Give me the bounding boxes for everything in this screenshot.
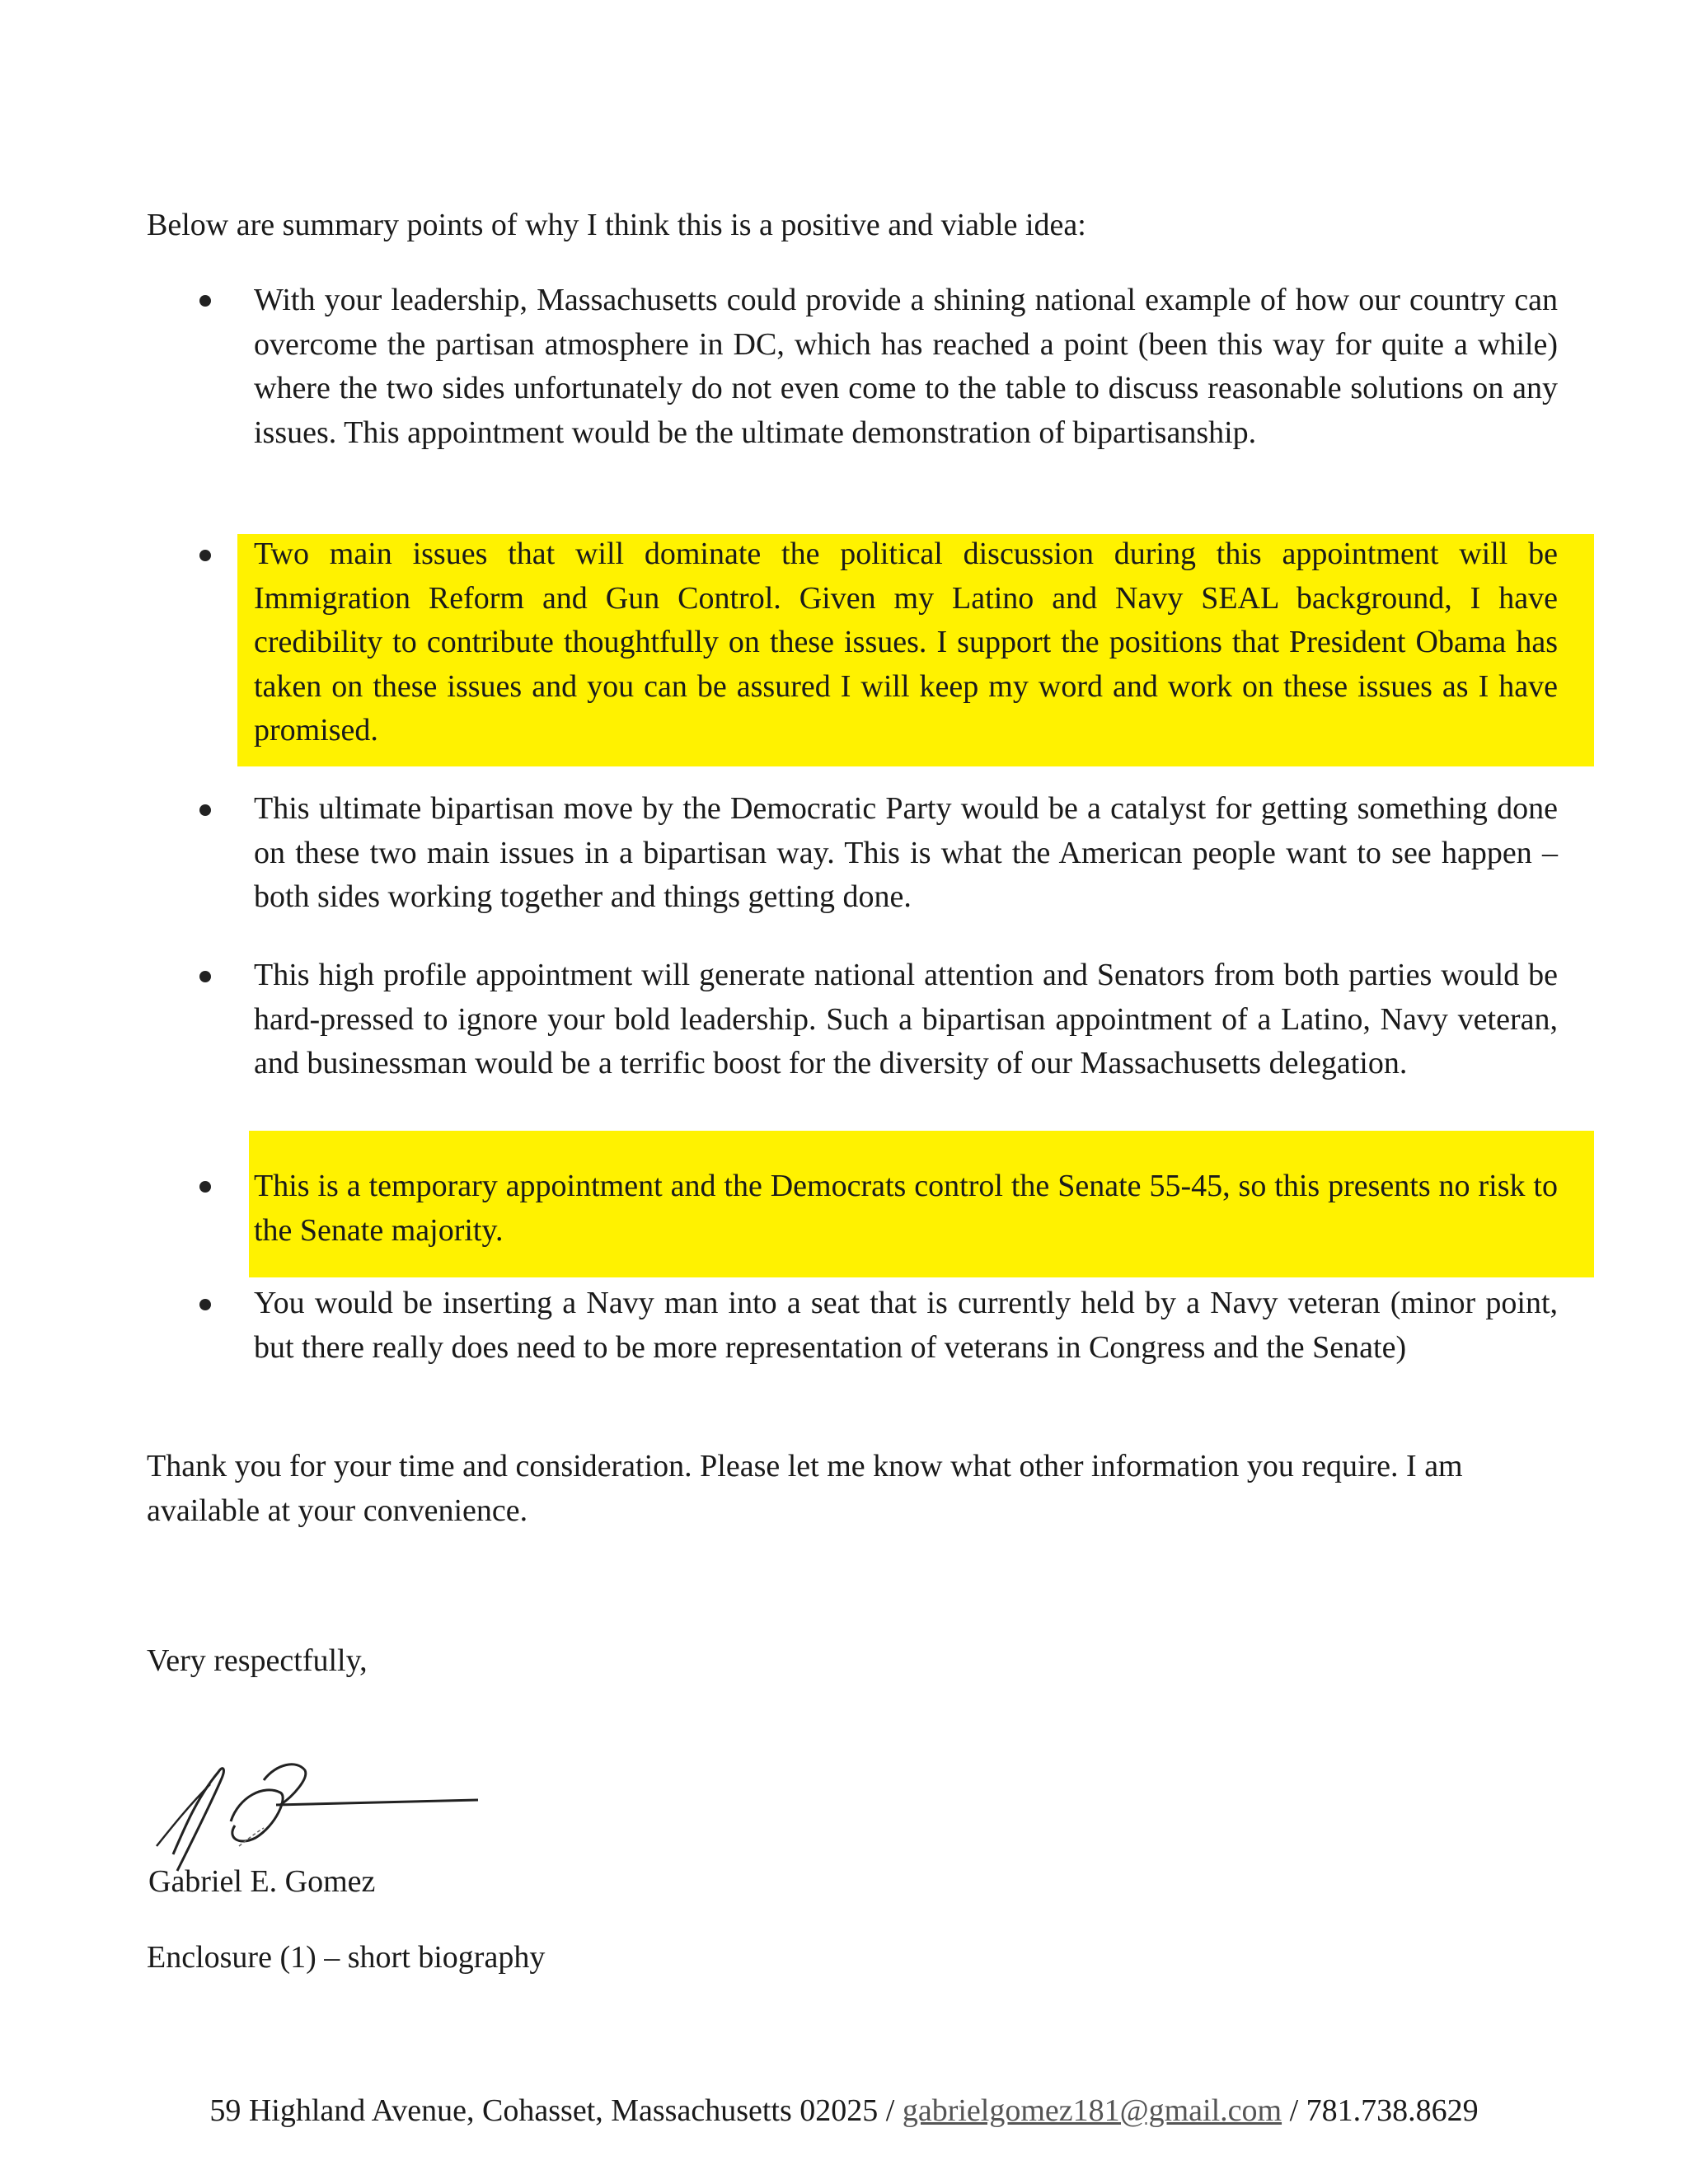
footer-email-link[interactable]: gabrielgomez181@gmail.com bbox=[902, 2093, 1282, 2128]
valediction: Very respectfully, bbox=[147, 1643, 368, 1678]
bullet-text: With your leadership, Massachusetts could provide a shining national example of how our country can overcome the partisan atmosphere in DC, which has reached a point (been this way for quite a while) where the two sides unfortunately do not even come to the table to discuss reasonable solutions on any issues. This appointment would be the ultimate demonstration of bipartisanship. bbox=[254, 283, 1558, 450]
bullet-text: Two main issues that will dominate the political discussion during this appointment will be Immigration Reform and Gun Control. Given my Latino and Navy SEAL background, I have credibility to contribute thoughtfully on these issues. I support the positions that President Obama has taken on these issues and you can be assured I will keep my word and work on these issues as I have promised. bbox=[254, 537, 1558, 748]
letterhead-footer bbox=[0, 2088, 1688, 2133]
bullet-text: This ultimate bipartisan move by the Democratic Party would be a catalyst for getting something done on these two main issues in a bipartisan way. This is what the American people want to see happen – both sides working together and things getting done. bbox=[254, 791, 1558, 914]
bullet-text: This is a temporary appointment and the Democrats control the Senate 55-45, so this presents no risk to the Senate majority. bbox=[254, 1169, 1558, 1248]
closing-paragraph: Thank you for your time and consideration. Please let me know what other information you require. I am available at your convenience. bbox=[147, 1449, 1463, 1528]
bullet-text: You would be inserting a Navy man into a seat that is currently held by a Navy veteran (minor point, but there really does need to be more representation of veterans in Congress and the Senate) bbox=[254, 1286, 1558, 1365]
signer-name: Gabriel E. Gomez bbox=[148, 1864, 376, 1899]
bullet-dot bbox=[199, 971, 211, 982]
footer-address: 59 Highland Avenue, Cohasset, Massachusetts 02025 / bbox=[209, 2093, 903, 2128]
bullet-dot bbox=[199, 1181, 211, 1193]
bullet-dot bbox=[199, 295, 211, 307]
footer-phone: / 781.738.8629 bbox=[1282, 2093, 1479, 2128]
bullet-text: This high profile appointment will generate national attention and Senators from both parties would be hard-pressed to ignore your bold leadership. Such a bipartisan appointment of a Latino, Navy veteran, and businessman would be a terrific boost for the diversity of our Massachusetts delegation. bbox=[254, 958, 1558, 1080]
enclosure-note: Enclosure (1) – short biography bbox=[147, 1940, 546, 1975]
intro-paragraph: Below are summary points of why I think this is a positive and viable idea: bbox=[147, 208, 1086, 242]
bullet-dot bbox=[199, 1299, 211, 1310]
bullet-dot bbox=[199, 550, 211, 561]
bullet-dot bbox=[199, 804, 211, 816]
